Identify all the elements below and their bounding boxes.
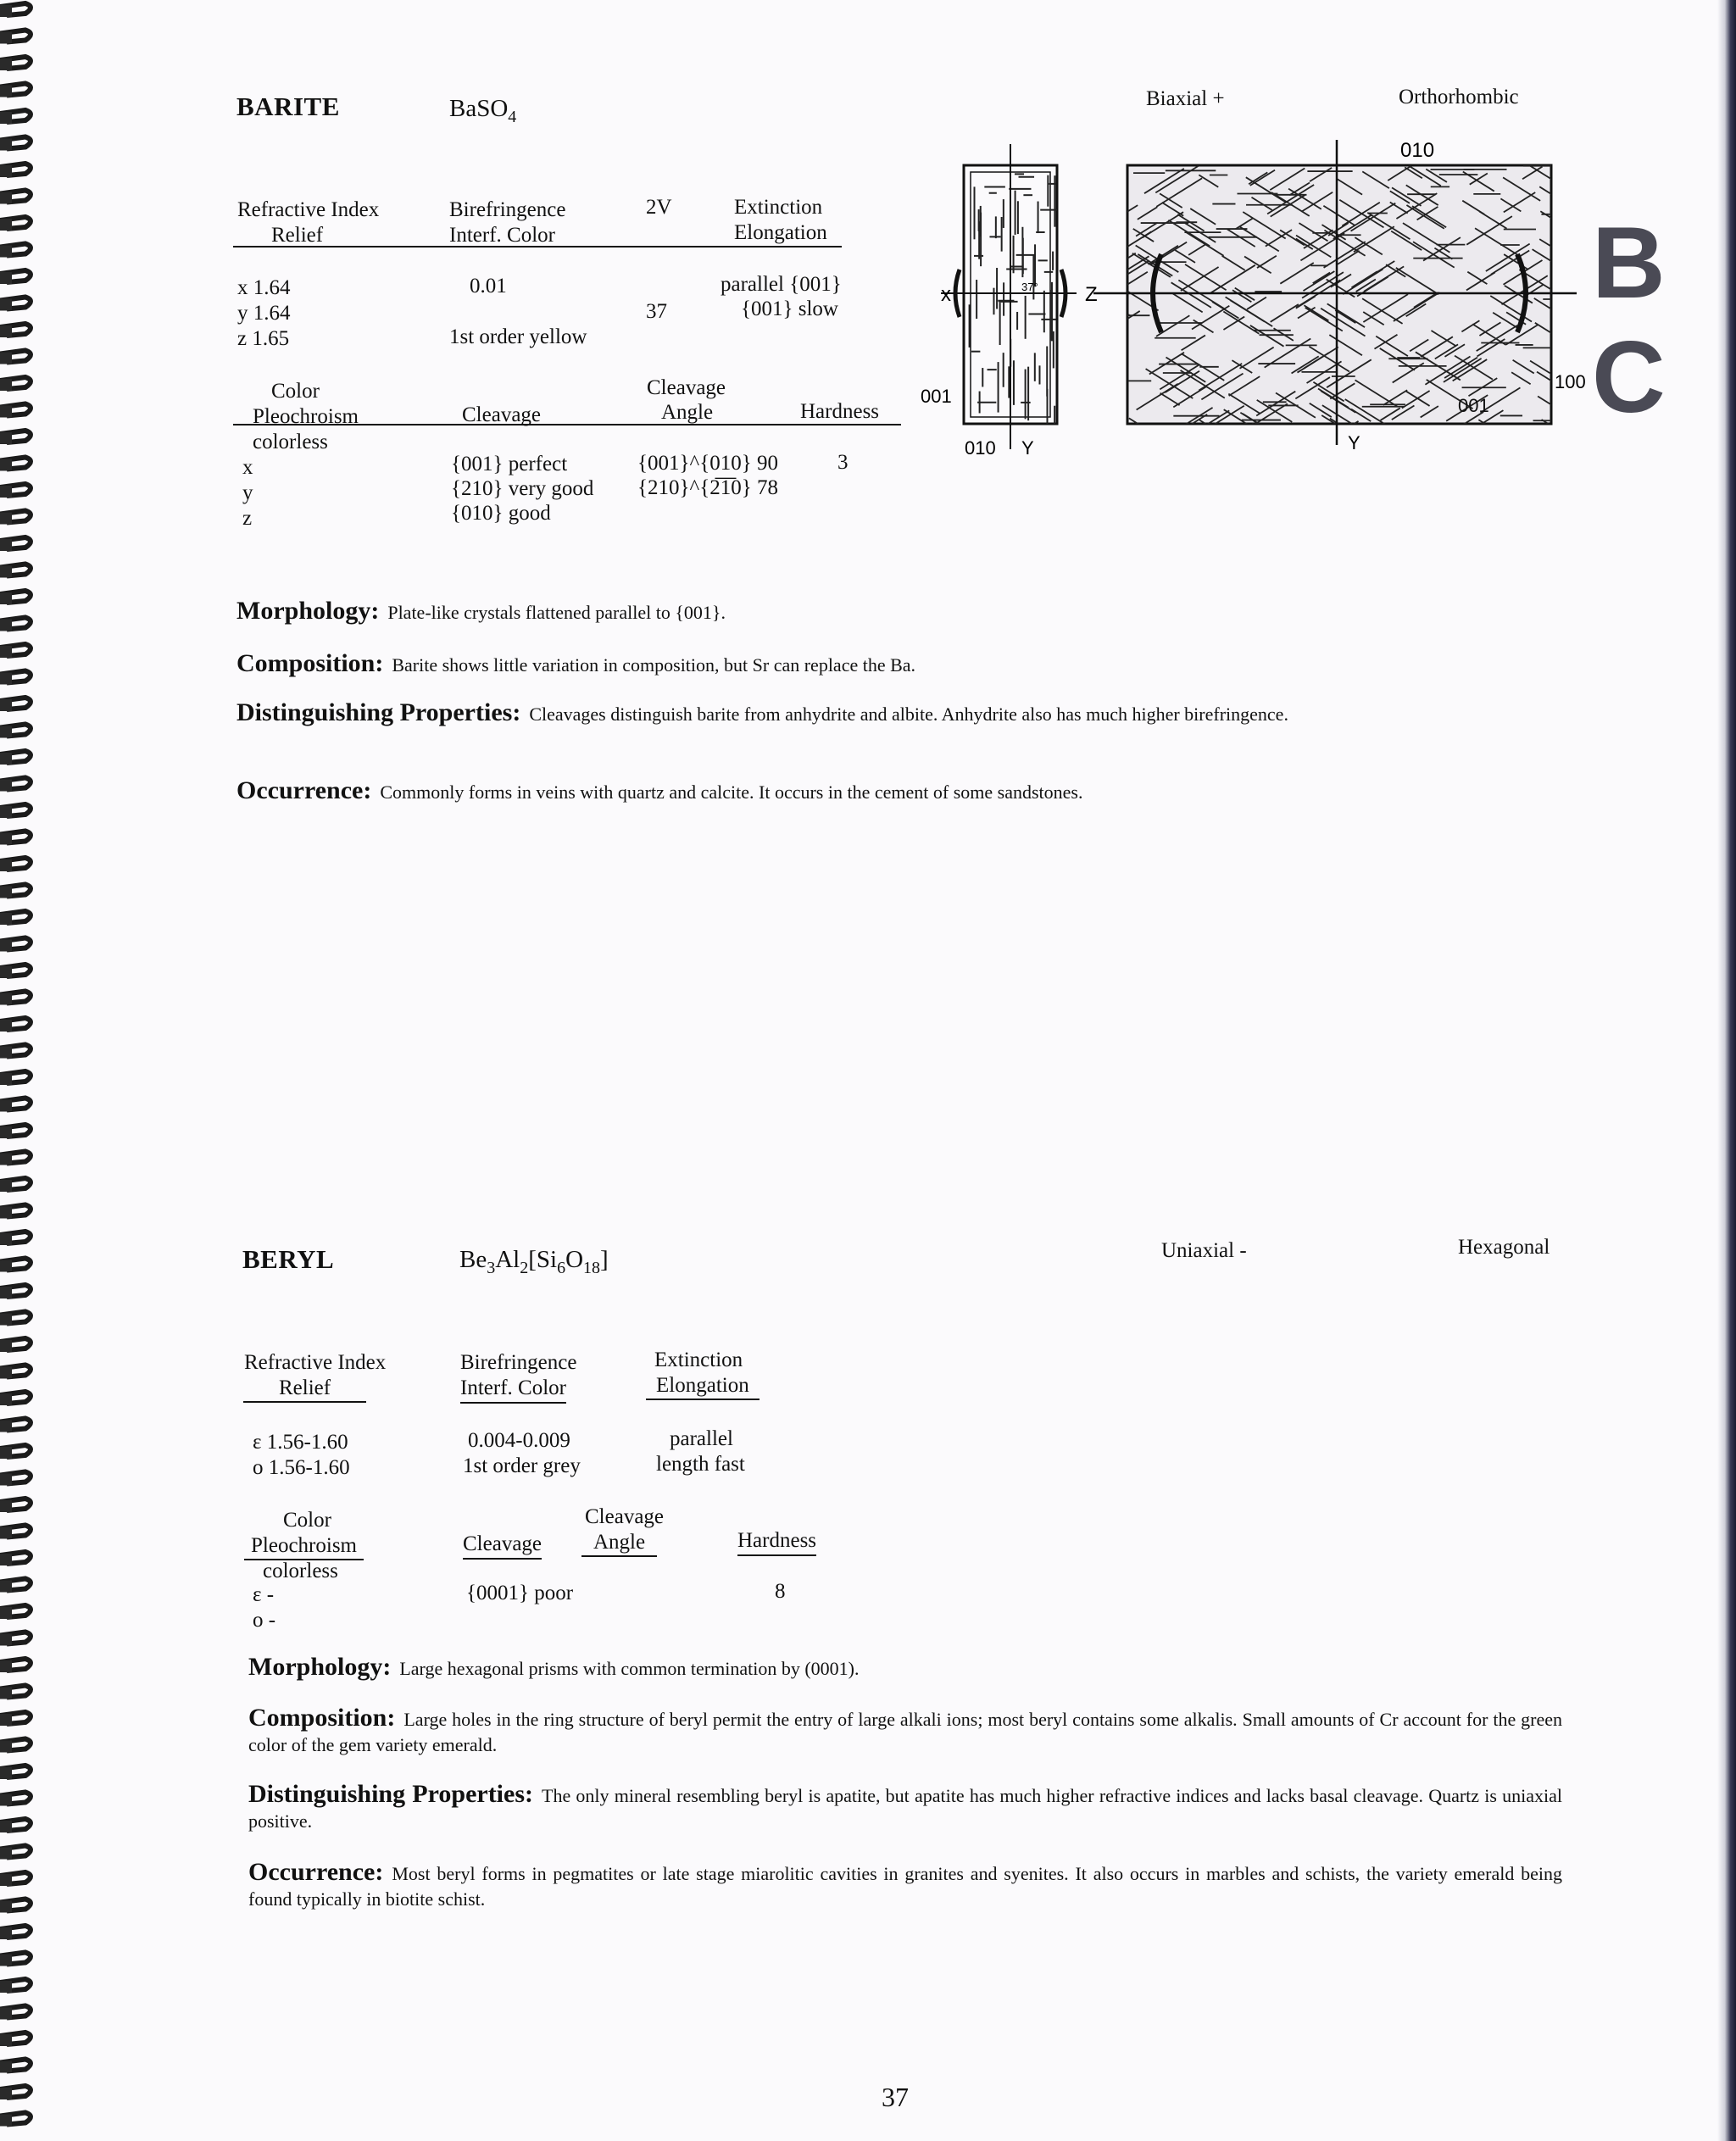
cleavage-value: {0001} poor [466, 1582, 574, 1604]
cleavage-value: {210} very good [451, 477, 594, 500]
index-tab-letter: C [1592, 320, 1666, 434]
face-label-001: 001 [921, 386, 952, 407]
occurrence-paragraph: Occurrence: Commonly forms in veins with quartz and calcite. It occurs in the cement of some sandstones. [236, 776, 1083, 804]
pleochroism-axis: y [242, 481, 253, 504]
distinguishing-paragraph: Distinguishing Properties: Cleavages distinguish barite from anhydrite and albite. Anhydrite also has much higher birefringence. [236, 698, 1288, 726]
header-refractive-index: Refractive Index [237, 198, 380, 221]
cleavage-angle-value: {001}^{010} 90 [637, 452, 778, 475]
face-label-010: 010 [965, 437, 996, 459]
header-color: Color [283, 1509, 331, 1532]
ri-row: z 1.65 [237, 327, 290, 350]
occurrence-paragraph: Occurrence: Most beryl forms in pegmatites or late stage miarolitic cavities in granites and syenites. It also occurs in marbles and schists, the variety emerald being found typically in biotite schist. [248, 1858, 1562, 1910]
angle-label-37: 37° [1021, 281, 1038, 293]
header-extinction: Extinction [734, 196, 823, 219]
color-value: colorless [253, 431, 328, 453]
distinguishing-paragraph: Distinguishing Properties: The only mineral resembling beryl is apatite, but apatite has much higher refractive indices and lacks basal cleavage. Quartz is uniaxial positive. [248, 1780, 1563, 1832]
header-interf-color: Interf. Color [449, 224, 555, 247]
birefringence-value: 0.004-0.009 [468, 1429, 570, 1452]
barite-crystal-diagram [915, 127, 1611, 466]
header-elongation: Elongation [734, 221, 827, 244]
interference-color-value: 1st order grey [463, 1454, 581, 1477]
header-hardness: Hardness [737, 1527, 816, 1556]
header-cleavage: Cleavage [462, 403, 542, 426]
elongation-value: length fast [656, 1453, 745, 1476]
header-refractive-index: Refractive Index [244, 1351, 387, 1374]
pleochroism-axis: z [242, 507, 253, 530]
header-cleavage: Cleavage [463, 1531, 542, 1560]
header-cleavage-angle-top: Cleavage [647, 376, 726, 399]
crystal-system-beryl: Hexagonal [1458, 1236, 1550, 1259]
header-pleochroism: Pleochroism [244, 1532, 364, 1560]
face-label-001-large: 001 [1458, 395, 1489, 416]
elongation-value: {001} slow [741, 298, 838, 320]
formula-barite: BaSO$_4$ [449, 95, 517, 126]
face-label-010-large: 010 [1400, 139, 1435, 162]
color-value: colorless [263, 1560, 338, 1582]
header-relief: Relief [271, 224, 324, 247]
interference-color-value: 1st order yellow [449, 325, 587, 348]
morphology-paragraph: Morphology: Large hexagonal prisms with common termination by (0001). [248, 1653, 860, 1681]
composition-paragraph: Composition: Barite shows little variation in composition, but Sr can replace the Ba. [236, 649, 916, 677]
header-rule [233, 246, 842, 247]
birefringence-value: 0.01 [470, 275, 507, 298]
spiral-binding [0, 0, 51, 2141]
header-birefringence: Birefringence [449, 198, 566, 221]
optic-sign-beryl: Uniaxial - [1161, 1239, 1247, 1262]
mineral-name-barite: BARITE [236, 92, 340, 121]
small-crystal-section [941, 144, 1077, 449]
pleochroism-axis: ε - [253, 1583, 275, 1606]
header-birefringence: Birefringence [460, 1351, 577, 1374]
header-relief: Relief [243, 1375, 366, 1403]
header-rule [233, 424, 901, 425]
face-label-100: 100 [1555, 371, 1586, 392]
morphology-paragraph: Morphology: Plate-like crystals flattened parallel to {001}. [236, 597, 726, 625]
pleochroism-axis: o - [253, 1609, 276, 1632]
cleavage-value: {010} good [451, 502, 551, 525]
optic-sign-barite: Biaxial + [1146, 87, 1225, 110]
large-crystal-section [1089, 140, 1583, 447]
composition-paragraph: Composition: Large holes in the ring structure of beryl permit the entry of large alkali ions; most beryl contains some alkalis. Small amounts of Cr account for the green color of the gem variety emerald. [248, 1704, 1562, 1755]
axis-label-z: Z [1085, 283, 1098, 306]
cleavage-angle-value: {210}^{2̅1̅0} 78 [637, 476, 778, 499]
mineral-name-beryl: BERYL [242, 1244, 335, 1274]
extinction-value: parallel [670, 1427, 733, 1450]
header-elongation: Elongation [646, 1372, 760, 1400]
axis-label-y: Y [1021, 437, 1034, 459]
header-interf-color: Interf. Color [460, 1375, 566, 1404]
crystal-system-barite: Orthorhombic [1399, 86, 1519, 108]
extinction-value: parallel {001} [721, 273, 842, 296]
header-extinction: Extinction [654, 1349, 743, 1371]
formula-beryl: $Be_3Al_2[Si_6O_{18}]$ [459, 1246, 609, 1277]
index-tab-letter: B [1592, 206, 1666, 320]
pleochroism-axis: x [242, 456, 253, 479]
cleavage-value: {001} perfect [451, 453, 568, 475]
page-number: 37 [882, 2082, 909, 2112]
ri-row: ε 1.56-1.60 [253, 1431, 348, 1454]
ri-row: o 1.56-1.60 [253, 1456, 350, 1479]
header-hardness: Hardness [800, 400, 880, 423]
ri-row: x 1.64 [237, 276, 291, 299]
2v-value: 37 [646, 300, 667, 323]
header-cleavage-angle-top: Cleavage [585, 1505, 665, 1528]
header-color: Color [271, 380, 320, 403]
hardness-value: 3 [837, 451, 849, 474]
axis-label-x: x [941, 283, 951, 306]
header-cleavage-angle-bottom: Angle [661, 401, 714, 424]
header-2v: 2V [646, 196, 672, 219]
header-pleochroism: Pleochroism [253, 405, 359, 428]
header-cleavage-angle-bottom: Angle [581, 1529, 657, 1557]
ri-row: y 1.64 [237, 302, 291, 325]
hardness-value: 8 [775, 1580, 786, 1603]
page-edge-shadow [1717, 0, 1736, 2141]
axis-label-y-large: Y [1348, 432, 1360, 453]
